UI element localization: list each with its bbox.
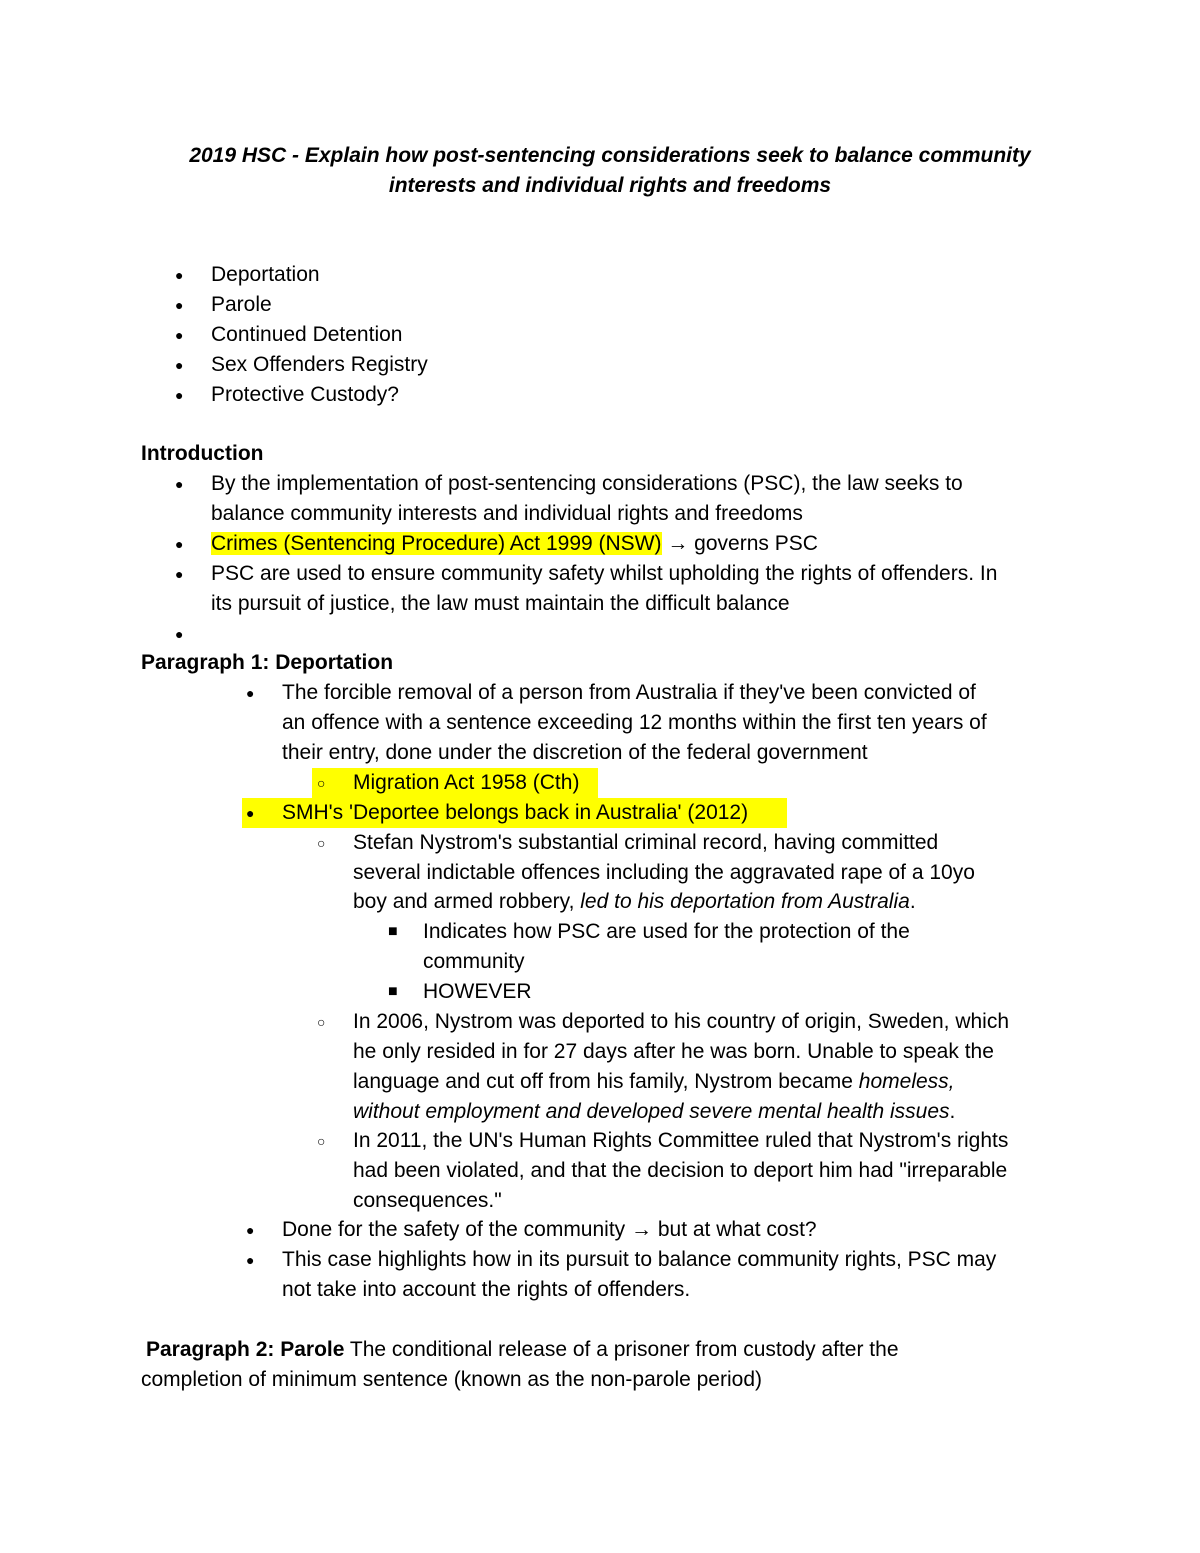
introduction-heading: Introduction bbox=[141, 442, 264, 465]
intro-point-2-rest: → governs PSC bbox=[661, 532, 818, 555]
topic-item: Continued Detention bbox=[211, 323, 403, 346]
smh-article: SMH's 'Deportee belongs back in Australia' (2012) bbox=[282, 801, 749, 824]
nystrom-record-line-1: Stefan Nystrom's substantial criminal record, having committed bbox=[353, 831, 939, 854]
text-run: language and cut off from his family, Nystrom became bbox=[353, 1070, 859, 1093]
bullet-icon: ● bbox=[246, 805, 255, 821]
paragraph-1-heading: Paragraph 1: Deportation bbox=[141, 651, 394, 674]
italic-text: without employment and developed severe mental health issues bbox=[353, 1100, 950, 1123]
paragraph-2-line-1 bbox=[146, 1335, 899, 1365]
bullet-icon: ● bbox=[246, 1252, 255, 1268]
bullet-icon: ● bbox=[246, 1222, 255, 1238]
protection-point-line-1: Indicates how PSC are used for the protection of the bbox=[423, 920, 910, 943]
migration-act: Migration Act 1958 (Cth) bbox=[353, 771, 580, 794]
topic-item: Protective Custody? bbox=[211, 383, 399, 406]
deportation-definition-line-2: an offence with a sentence exceeding 12 months within the first ten years of bbox=[282, 711, 987, 734]
bullet-icon: ● bbox=[246, 685, 255, 701]
deported-2006-line-2: he only resided in for 27 days after he was born. Unable to speak the bbox=[353, 1040, 994, 1063]
bullet-icon: ● bbox=[175, 387, 184, 403]
deported-2006-line-4 bbox=[353, 1097, 955, 1127]
highlighted-legislation: Crimes (Sentencing Procedure) Act 1999 (NSW) bbox=[211, 532, 662, 555]
deported-2006-line-1: In 2006, Nystrom was deported to his country of origin, Sweden, which bbox=[353, 1010, 1010, 1033]
bullet-icon: ● bbox=[175, 566, 184, 582]
bullet-icon: ● bbox=[175, 536, 184, 552]
text-run: . bbox=[909, 890, 916, 913]
community-safety-point: Done for the safety of the community → but at what cost? bbox=[282, 1218, 817, 1241]
topic-item: Sex Offenders Registry bbox=[211, 353, 428, 376]
square-bullet-icon: ■ bbox=[388, 983, 398, 1000]
nystrom-record-line-2: several indictable offences including the aggravated rape of a 10yo bbox=[353, 861, 975, 884]
square-bullet-icon: ■ bbox=[388, 923, 398, 940]
bullet-icon: ● bbox=[175, 297, 184, 313]
case-highlight-line-2: not take into account the rights of offenders. bbox=[282, 1278, 691, 1301]
empty-bullet-icon: ● bbox=[175, 626, 184, 642]
italic-text: led to his deportation from Australia bbox=[580, 890, 910, 913]
un-ruling-line-3: consequences." bbox=[353, 1189, 502, 1212]
parole-definition: The conditional release of a prisoner from custody after the bbox=[344, 1338, 899, 1361]
bullet-icon: ● bbox=[175, 357, 184, 373]
un-ruling-line-1: In 2011, the UN's Human Rights Committee ruled that Nystrom's rights bbox=[353, 1129, 1009, 1152]
hollow-bullet-icon: ○ bbox=[317, 1133, 326, 1149]
case-highlight-line-1: This case highlights how in its pursuit to balance community rights, PSC may bbox=[282, 1248, 997, 1271]
deported-2006-line-3 bbox=[353, 1067, 955, 1097]
topic-item: Parole bbox=[211, 293, 272, 316]
deportation-definition-line-3: their entry, done under the discretion of the federal government bbox=[282, 741, 868, 764]
intro-point-1-line-2: balance community interests and individual rights and freedoms bbox=[211, 502, 803, 525]
topic-item: Deportation bbox=[211, 263, 320, 286]
un-ruling-line-2: had been violated, and that the decision to deport him had "irreparable bbox=[353, 1159, 1008, 1182]
document-title-line-2: interests and individual rights and freedoms bbox=[388, 174, 832, 197]
hollow-bullet-icon: ○ bbox=[317, 835, 326, 851]
nystrom-record-line-3 bbox=[353, 887, 916, 917]
bullet-icon: ● bbox=[175, 476, 184, 492]
bullet-icon: ● bbox=[175, 327, 184, 343]
text-run: . bbox=[949, 1100, 956, 1123]
text-run: boy and armed robbery, bbox=[353, 890, 581, 913]
italic-text: homeless, bbox=[858, 1070, 955, 1093]
intro-point-2 bbox=[211, 529, 818, 559]
document-title-line-1: 2019 HSC - Explain how post-sentencing considerations seek to balance community bbox=[189, 144, 1031, 167]
bullet-icon: ● bbox=[175, 267, 184, 283]
hollow-bullet-icon: ○ bbox=[317, 1014, 326, 1030]
deportation-definition-line-1: The forcible removal of a person from Australia if they've been convicted of bbox=[282, 681, 976, 704]
paragraph-2-line-2: completion of minimum sentence (known as the non-parole period) bbox=[141, 1368, 762, 1391]
paragraph-2-heading: Paragraph 2: Parole bbox=[146, 1338, 345, 1361]
intro-point-3-line-1: PSC are used to ensure community safety whilst upholding the rights of offenders. In bbox=[211, 562, 998, 585]
protection-point-line-2: community bbox=[423, 950, 525, 973]
hollow-bullet-icon: ○ bbox=[317, 775, 326, 791]
intro-point-1-line-1: By the implementation of post-sentencing considerations (PSC), the law seeks to bbox=[211, 472, 963, 495]
intro-point-3-line-2: its pursuit of justice, the law must maintain the difficult balance bbox=[211, 592, 790, 615]
however-point: HOWEVER bbox=[423, 980, 532, 1003]
